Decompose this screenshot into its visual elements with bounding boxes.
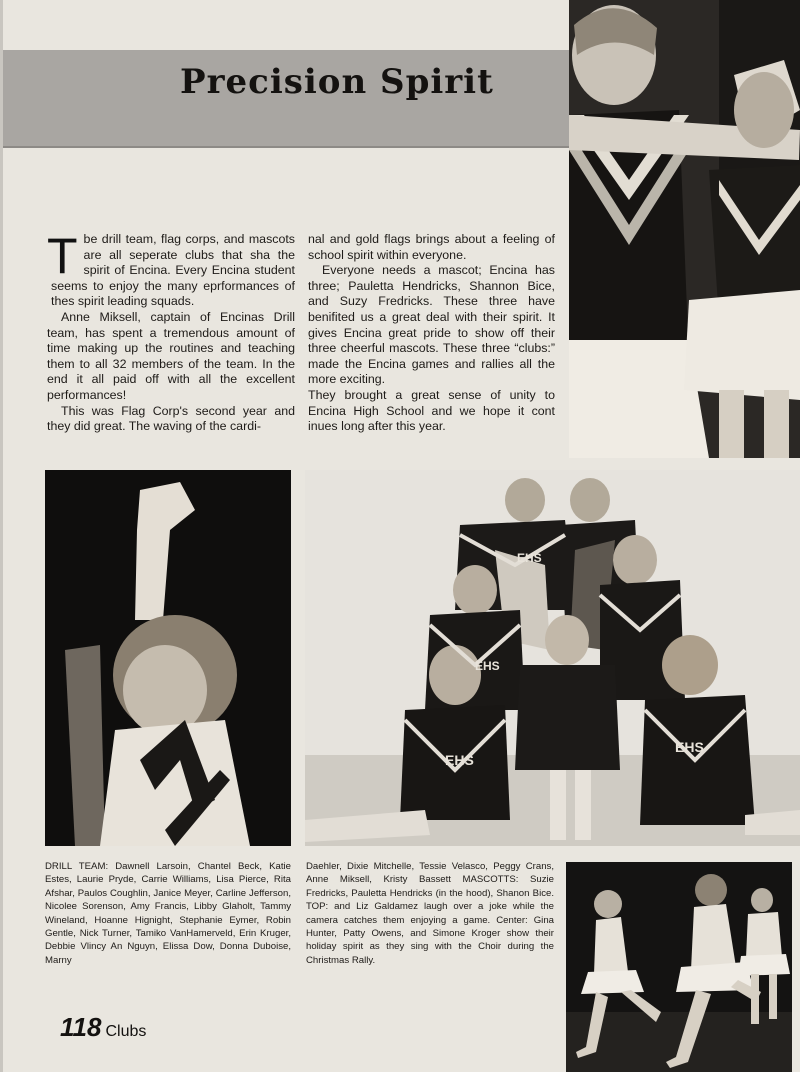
group-photo [305, 470, 800, 846]
cheerleaders-performing-photo [569, 0, 800, 458]
page-number: 118 [60, 1012, 102, 1042]
mascots-group-photo [305, 470, 800, 846]
article-paragraph: They brought a great sense of unity to Encina High School and we hope it cont inues long after this year. [308, 387, 555, 434]
article-paragraph: Anne Miksell, captain of Encinas Drill team, has spent a tremendous amount of time making up the routines and teaching them to all 32 members of the team. In the end it all paid off with all the excellent performances! [47, 309, 295, 402]
top-right-photo [569, 0, 800, 458]
drill-team-member-arm-raised-photo [45, 470, 291, 846]
article-paragraph: Everyone needs a mascot; Encina has three; Pauletta Hendricks, Shannon Bice, and Suzy Fredricks. These three have benifited us a great deal with their spirit. It gives Encina great pride to show off their three cheerful mascots. These three “clubs:” made the Encina games and rallies all the more exciting. [308, 263, 555, 387]
drop-cap: T [47, 228, 78, 284]
page-title: Precision Spirit [180, 62, 494, 102]
page-edge [0, 0, 3, 1072]
cheerleaders-running-photo [566, 862, 792, 1072]
sweater-letters: EHS [517, 551, 542, 565]
article-column-1 [47, 228, 295, 435]
caption-column-1: DRILL TEAM: Dawnell Larsoin, Chantel Beck, Katie Estes, Laurie Pryde, Carrie Williams, Lisa Pierce, Rita Afshar, Paulos Coughlin, Janice Meyer, Carline Jefferson, Nicolee Sorenson, Amy Francis, Libby Glaholt, Tammy Wineland, Hoanne Hignight, Stephanie Eymer, Robin Gentle, Nick Turner, Tamiko VanHamerveld, Erin Kruger, Debbie Vlincy An Nguyn, Elissa Dow, Donna Duboise, Marny [45, 861, 291, 966]
page-folio [60, 1012, 146, 1043]
article-paragraph: be drill team, flag corps, and mascots are all seperate clubs that sha the spirit of Encina. Every Encina student seems to enjoy the many eprformances of thes spirit leading squads. [51, 232, 295, 309]
left-middle-photo [45, 470, 291, 846]
article-paragraph: nal and gold flags brings about a feeling of school spirit within everyone. [308, 232, 555, 262]
section-name: Clubs [105, 1023, 147, 1040]
bottom-right-photo [566, 862, 792, 1072]
sweater-letters: EHS [675, 739, 704, 755]
sweater-letters: EHS [475, 659, 500, 673]
article-column-2 [308, 232, 555, 435]
article-paragraph: This was Flag Corp's second year and they did great. The waving of the cardi- [47, 403, 295, 434]
caption-column-2: Daehler, Dixie Mitchelle, Tessie Velasco, Peggy Crans, Anne Miksell, Kristy Bassett MASCOTTS: Suzie Fredricks, Pauletta Hendricks (in the hood), Shanon Bice. TOP: and Liz Galdamez laugh over a joke while the camera catches them enjoying a game. Center: Gina Hunter, Patty Owens, and Simone Kroger show their holiday spirit as they sing with the Choir during the Christmas Rally. [306, 861, 554, 966]
sweater-letters: EHS [445, 752, 474, 768]
